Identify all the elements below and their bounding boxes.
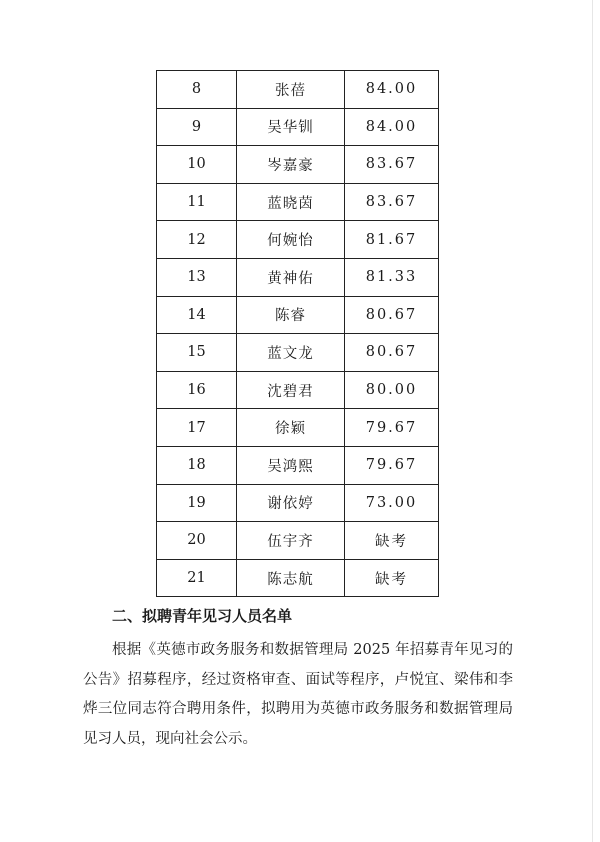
table-row xyxy=(157,334,439,372)
row-number: 10 xyxy=(157,146,237,184)
row-number: 14 xyxy=(157,296,237,334)
row-number: 12 xyxy=(157,221,237,259)
candidate-name: 谢依婷 xyxy=(237,484,345,522)
candidate-name: 沈碧君 xyxy=(237,371,345,409)
candidate-name: 蓝晓茵 xyxy=(237,183,345,221)
candidate-name: 陈志航 xyxy=(237,559,345,597)
candidate-name: 蓝文龙 xyxy=(237,334,345,372)
candidate-score: 缺考 xyxy=(345,559,439,597)
candidate-name: 黄神佑 xyxy=(237,258,345,296)
candidate-name: 陈睿 xyxy=(237,296,345,334)
candidate-name: 张蓓 xyxy=(237,71,345,109)
candidate-score: 79.67 xyxy=(345,446,439,484)
table-row xyxy=(157,522,439,560)
table-row xyxy=(157,108,439,146)
row-number: 8 xyxy=(157,71,237,109)
section-title: 二、拟聘青年见习人员名单 xyxy=(112,607,293,625)
row-number: 21 xyxy=(157,559,237,597)
candidate-name: 伍宇齐 xyxy=(237,522,345,560)
row-number: 17 xyxy=(157,409,237,447)
table-row xyxy=(157,296,439,334)
score-table xyxy=(156,70,439,597)
candidate-score: 84.00 xyxy=(345,71,439,109)
table-row xyxy=(157,484,439,522)
table-row xyxy=(157,221,439,259)
candidate-name: 吴华钏 xyxy=(237,108,345,146)
candidate-score: 73.00 xyxy=(345,484,439,522)
candidate-score: 79.67 xyxy=(345,409,439,447)
page-edge xyxy=(592,0,593,842)
candidate-score: 84.00 xyxy=(345,108,439,146)
row-number: 20 xyxy=(157,522,237,560)
row-number: 11 xyxy=(157,183,237,221)
table-row xyxy=(157,71,439,109)
table-row xyxy=(157,146,439,184)
row-number: 13 xyxy=(157,258,237,296)
table-row xyxy=(157,371,439,409)
candidate-score: 83.67 xyxy=(345,183,439,221)
announcement-paragraph: 根据《英德市政务服务和数据管理局 2025 年招募青年见习的公告》招募程序，经过资格审查、面试等程序，卢悦宜、梁伟和李烨三位同志符合聘用条件，拟聘用为英德市政务服务和数据管理局见习人员，现向社会公示。 xyxy=(83,642,513,747)
row-number: 9 xyxy=(157,108,237,146)
table-row xyxy=(157,183,439,221)
candidate-name: 岑嘉豪 xyxy=(237,146,345,184)
candidate-name: 吴鸿熙 xyxy=(237,446,345,484)
table-row xyxy=(157,446,439,484)
score-table-body xyxy=(157,71,439,597)
row-number: 16 xyxy=(157,371,237,409)
candidate-score: 81.33 xyxy=(345,258,439,296)
row-number: 15 xyxy=(157,334,237,372)
candidate-score: 缺考 xyxy=(345,522,439,560)
table-row xyxy=(157,409,439,447)
row-number: 18 xyxy=(157,446,237,484)
row-number: 19 xyxy=(157,484,237,522)
candidate-score: 81.67 xyxy=(345,221,439,259)
table-row xyxy=(157,559,439,597)
candidate-score: 80.67 xyxy=(345,296,439,334)
candidate-name: 徐颖 xyxy=(237,409,345,447)
candidate-name: 何婉怡 xyxy=(237,221,345,259)
table-row xyxy=(157,258,439,296)
candidate-score: 83.67 xyxy=(345,146,439,184)
candidate-score: 80.67 xyxy=(345,334,439,372)
candidate-score: 80.00 xyxy=(345,371,439,409)
